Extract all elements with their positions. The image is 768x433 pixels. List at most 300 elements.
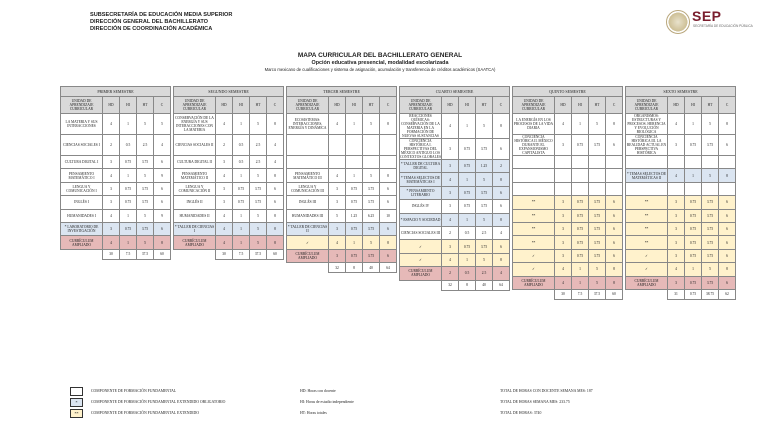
col-header-uac: UNIDAD DE APRENDIZAJE CURRICULAR xyxy=(400,97,442,114)
legend-swatch xyxy=(70,387,83,396)
hours-cell: 8 xyxy=(606,276,623,289)
hours-cell: 3.75 xyxy=(702,135,719,156)
subject-name: CULTURA DIGITAL II xyxy=(174,156,216,169)
hours-cell: 6 xyxy=(719,222,736,235)
hours-cell xyxy=(329,156,346,169)
hours-cell: 1 xyxy=(120,114,137,135)
totals-row xyxy=(626,289,736,299)
hours-cell: 3.75 xyxy=(702,249,719,262)
hours-cell: 0.75 xyxy=(459,160,476,173)
subject-name: * ESPACIO Y SOCIEDAD xyxy=(400,213,442,226)
hours-cell: 3.75 xyxy=(250,182,267,195)
hours-cell: 3 xyxy=(555,249,572,262)
hours-cell: 6 xyxy=(154,196,171,209)
hours-cell: 5 xyxy=(476,253,493,266)
table-row xyxy=(626,114,736,135)
hours-cell: 0.75 xyxy=(572,135,589,156)
header-line-3: DIRECCIÓN DE COORDINACIÓN ACADÉMICA xyxy=(90,26,213,32)
hours-cell: 3 xyxy=(555,196,572,209)
col-header-c: C xyxy=(154,97,171,114)
title-subtitle: Opción educativa presencial, modalidad escolarizada xyxy=(311,60,449,66)
subject-name: LA MATERIA Y SUS INTERACCIONES xyxy=(61,114,103,135)
hours-cell xyxy=(572,156,589,169)
total-cell: 60 xyxy=(267,249,284,259)
hours-cell: 1 xyxy=(459,173,476,186)
hours-cell: 3.75 xyxy=(363,222,380,235)
hours-cell: 4 xyxy=(329,236,346,249)
subject-name: HUMANIDADES II xyxy=(174,209,216,222)
hours-cell: 5 xyxy=(363,236,380,249)
subject-name: LENGUA Y COMUNICACIÓN II xyxy=(174,182,216,195)
hours-cell: 3 xyxy=(555,209,572,222)
hours-cell: 8 xyxy=(267,236,284,249)
hours-cell xyxy=(606,156,623,169)
hours-cell: 1.25 xyxy=(476,160,493,173)
hours-cell: 8 xyxy=(154,236,171,249)
col-header-c: C xyxy=(719,97,736,114)
table-row xyxy=(626,135,736,156)
table-row xyxy=(513,249,623,262)
subject-name: * TALLER DE CULTURA DIGITAL xyxy=(400,160,442,173)
hours-cell: 5 xyxy=(476,114,493,139)
hours-cell: 0.5 xyxy=(459,226,476,239)
total-hours-docente: TOTAL DE HORAS CON DOCENTE SEMANA MES: 187 xyxy=(500,389,593,393)
hours-cell xyxy=(380,156,397,169)
hours-cell: 4 xyxy=(103,169,120,182)
subject-name: * TALLER DE CIENCIAS II xyxy=(287,222,329,235)
table-row xyxy=(174,236,284,249)
hours-cell: 3 xyxy=(216,182,233,195)
hours-cell xyxy=(589,169,606,182)
hours-cell: 1 xyxy=(572,263,589,276)
hours-cell xyxy=(555,182,572,195)
hours-cell: 4 xyxy=(103,114,120,135)
table-row xyxy=(61,156,171,169)
hours-cell: 6 xyxy=(267,182,284,195)
hours-cell: 3 xyxy=(668,209,685,222)
hours-cell: 2 xyxy=(103,135,120,156)
table-row xyxy=(287,182,397,195)
hours-cell: 1 xyxy=(233,169,250,182)
hours-cell: 4 xyxy=(442,114,459,139)
table-row xyxy=(400,160,510,173)
table-row xyxy=(287,236,397,249)
hours-cell: 8 xyxy=(267,114,284,135)
hours-cell: 5 xyxy=(137,169,154,182)
subject-name: ** xyxy=(513,209,555,222)
hours-cell: 8 xyxy=(606,114,623,135)
hours-cell: 4 xyxy=(668,169,685,182)
subject-name: PENSAMIENTO MATEMÁTICO II xyxy=(174,169,216,182)
subject-name: ORGANISMOS: ESTRUCTURAS Y PROCESOS. HERENCIA Y EVOLUCIÓN BIOLÓGICA xyxy=(627,114,666,134)
hours-cell: 2.5 xyxy=(250,135,267,156)
subject-name: LENGUA Y COMUNICACIÓN III xyxy=(287,182,329,195)
col-header-ht: HT xyxy=(250,97,267,114)
semester-5 xyxy=(512,86,623,300)
table-row xyxy=(513,182,623,195)
hours-cell: 4 xyxy=(668,263,685,276)
hours-cell: 3 xyxy=(329,182,346,195)
table-row xyxy=(400,267,510,280)
hours-cell: 3 xyxy=(103,222,120,235)
hours-cell: 0.75 xyxy=(459,139,476,160)
hours-cell: 2 xyxy=(442,267,459,280)
col-header-hd: HD xyxy=(216,97,233,114)
table-row xyxy=(287,114,397,135)
hours-cell: 3 xyxy=(103,182,120,195)
total-cell: 40 xyxy=(363,263,380,273)
subject-name: LA ENERGÍA EN LOS PROCESOS DE LA VIDA DIARIA xyxy=(513,114,555,135)
subject-name: CONCIENCIA HISTÓRICA III. LA REALIDAD ACTUAL EN PERSPECTIVA HISTÓRICA xyxy=(626,135,667,155)
hours-cell: 6 xyxy=(606,135,623,156)
table-row xyxy=(287,169,397,182)
hours-cell: 3 xyxy=(442,240,459,253)
hours-cell xyxy=(668,156,685,169)
hours-cell: 0.75 xyxy=(459,200,476,213)
total-cell: 30 xyxy=(216,249,233,259)
hours-cell: 8 xyxy=(719,169,736,182)
subject-name: ** xyxy=(626,196,668,209)
hours-cell: 3 xyxy=(442,139,459,160)
subject-name: CURRÍCULUM AMPLIADO xyxy=(61,236,103,249)
table-row xyxy=(61,222,171,235)
hours-cell: 8 xyxy=(267,169,284,182)
col-header-uac: UNIDAD DE APRENDIZAJE CURRICULAR xyxy=(61,97,103,114)
subject-name: CURRÍCULUM AMPLIADO xyxy=(400,267,442,280)
total-cell: 30 xyxy=(103,249,120,259)
total-cell: 7.5 xyxy=(572,289,589,299)
hours-cell: 6 xyxy=(719,196,736,209)
subject-name: * TEMAS SELECTOS DE MATEMÁTICAS II xyxy=(626,169,668,182)
hours-cell: 6 xyxy=(719,276,736,289)
hours-cell: 5 xyxy=(137,236,154,249)
table-row xyxy=(513,263,623,276)
col-header-ht: HT xyxy=(702,97,719,114)
hours-cell xyxy=(606,169,623,182)
table-row xyxy=(513,222,623,235)
hours-cell xyxy=(606,182,623,195)
document-title xyxy=(230,52,530,72)
total-hours: TOTAL DE HORAS: 3740 xyxy=(500,411,542,415)
totals-row xyxy=(174,249,284,259)
hours-cell: 5 xyxy=(250,209,267,222)
table-row xyxy=(513,209,623,222)
hours-cell: 3 xyxy=(329,196,346,209)
col-header-hi: HI xyxy=(459,97,476,114)
hours-cell: 2.5 xyxy=(137,135,154,156)
hours-cell: 4 xyxy=(493,226,510,239)
header-line-1: SUBSECRETARÍA DE EDUCACIÓN MEDIA SUPERIOR xyxy=(90,12,233,18)
hours-cell: 8 xyxy=(380,236,397,249)
hours-cell: 6 xyxy=(380,249,397,262)
legend-item xyxy=(70,397,225,408)
hours-cell: 3.75 xyxy=(702,276,719,289)
seal-icon xyxy=(666,10,690,34)
hours-cell: 3 xyxy=(442,186,459,199)
col-header-ht: HT xyxy=(476,97,493,114)
col-header-hi: HI xyxy=(346,97,363,114)
subject-name: * TALLER DE CIENCIAS I xyxy=(174,222,216,235)
table-row xyxy=(513,196,623,209)
subject-name: INGLÉS III xyxy=(287,196,329,209)
hours-cell: 0.75 xyxy=(572,236,589,249)
hours-cell xyxy=(589,182,606,195)
table-row xyxy=(513,135,623,156)
hours-cell: 10 xyxy=(380,209,397,222)
table-row xyxy=(400,139,510,160)
subject-name: ** xyxy=(626,222,668,235)
hours-cell: 2 xyxy=(216,135,233,156)
legend-swatch: ** xyxy=(70,409,83,418)
col-header-uac: UNIDAD DE APRENDIZAJE CURRICULAR xyxy=(287,97,329,114)
subject-name: LENGUA Y COMUNICACIÓN I xyxy=(61,182,103,195)
hours-cell: 2.5 xyxy=(250,156,267,169)
legend-hours xyxy=(300,386,354,419)
hours-cell: 0.75 xyxy=(572,222,589,235)
hours-cell: 6 xyxy=(493,200,510,213)
table-row xyxy=(626,236,736,249)
legend-item xyxy=(70,408,225,419)
hours-cell: 0.75 xyxy=(346,182,363,195)
total-cell: 37.5 xyxy=(589,289,606,299)
subject-name: CONSERVACIÓN DE LA ENERGÍA Y SUS INTERACCIONES CON LA MATERIA xyxy=(174,114,216,135)
semester-4 xyxy=(399,86,510,291)
hours-cell: 3 xyxy=(555,135,572,156)
subject-name: INGLÉS IV xyxy=(400,200,442,213)
hours-cell xyxy=(589,156,606,169)
subject-name: ✓ xyxy=(287,236,329,249)
table-row xyxy=(287,196,397,209)
table-row xyxy=(174,222,284,235)
hours-cell: 1 xyxy=(685,114,702,135)
hours-cell: 0.5 xyxy=(120,135,137,156)
hours-cell: 5 xyxy=(137,114,154,135)
total-cell: 30 xyxy=(555,289,572,299)
hours-cell: 1 xyxy=(346,169,363,182)
col-header-hi: HI xyxy=(572,97,589,114)
table-row xyxy=(174,209,284,222)
semester-title: SEGUNDO SEMESTRE xyxy=(174,87,284,97)
col-header-hd: HD xyxy=(103,97,120,114)
hours-cell: 5 xyxy=(589,276,606,289)
subject-name: ** xyxy=(513,222,555,235)
subject-name: ✓ xyxy=(513,249,555,262)
table-row xyxy=(513,156,623,169)
table-row xyxy=(626,222,736,235)
hours-cell: 6 xyxy=(606,209,623,222)
hours-cell: 0.75 xyxy=(685,222,702,235)
hours-cell: 6.25 xyxy=(363,209,380,222)
hours-cell: 0.75 xyxy=(685,276,702,289)
hours-cell: 6 xyxy=(719,135,736,156)
hours-cell: 0.75 xyxy=(685,209,702,222)
hours-cell: 8 xyxy=(493,173,510,186)
hours-cell: 3.75 xyxy=(250,196,267,209)
subject-name: ✓ xyxy=(400,253,442,266)
total-cell: 32 xyxy=(442,280,459,290)
legend-label: COMPONENTE DE FORMACIÓN FUNDAMENTAL xyxy=(91,389,177,393)
hours-cell: 6 xyxy=(719,236,736,249)
hours-cell: 1.25 xyxy=(346,209,363,222)
table-row xyxy=(61,114,171,135)
hours-cell: 3.75 xyxy=(137,182,154,195)
legend-hd: HD: Horas con docente xyxy=(300,389,336,393)
col-header-c: C xyxy=(606,97,623,114)
hours-cell: 8 xyxy=(719,263,736,276)
hours-cell: 3.75 xyxy=(589,249,606,262)
hours-cell: 0.5 xyxy=(233,156,250,169)
hours-cell: 1 xyxy=(233,236,250,249)
hours-cell: 4 xyxy=(668,114,685,135)
hours-cell: 8 xyxy=(493,213,510,226)
logo-text: SEP xyxy=(692,8,722,24)
subject-name: CONCIENCIA HISTÓRICA I. PERSPECTIVAS DEL MÉXICO ANTIGUO LOS CONTEXTOS GLOBALES xyxy=(400,139,441,159)
hours-cell xyxy=(572,182,589,195)
hours-cell: 1 xyxy=(459,213,476,226)
hours-cell xyxy=(668,182,685,195)
hours-cell: 3.75 xyxy=(589,196,606,209)
hours-cell: 3 xyxy=(555,222,572,235)
hours-cell: 6 xyxy=(380,196,397,209)
subject-name: ✓ xyxy=(400,240,442,253)
hours-cell: 1 xyxy=(233,222,250,235)
hours-cell: 6 xyxy=(154,156,171,169)
hours-cell: 5 xyxy=(702,114,719,135)
table-row xyxy=(400,200,510,213)
total-cell: 40 xyxy=(476,280,493,290)
subject-name: * LABORATORIO DE INVESTIGACIÓN xyxy=(61,222,103,235)
col-header-hi: HI xyxy=(120,97,137,114)
subject-name: CIENCIAS SOCIALES III xyxy=(400,226,442,239)
hours-cell: 1 xyxy=(459,114,476,139)
col-header-uac: UNIDAD DE APRENDIZAJE CURRICULAR xyxy=(513,97,555,114)
subject-name: INGLÉS I xyxy=(61,196,103,209)
subject-name: ** xyxy=(626,209,668,222)
subject-name xyxy=(513,182,555,195)
hours-cell: 0.75 xyxy=(572,196,589,209)
subject-name: CULTURA DIGITAL I xyxy=(61,156,103,169)
col-header-c: C xyxy=(267,97,284,114)
semester-title: QUINTO SEMESTRE xyxy=(513,87,623,97)
subject-name: PENSAMIENTO MATEMÁTICO III xyxy=(287,169,329,182)
hours-cell: 3.75 xyxy=(589,236,606,249)
hours-cell: 3.75 xyxy=(363,249,380,262)
hours-cell: 8 xyxy=(267,209,284,222)
table-row xyxy=(400,213,510,226)
subject-name: HUMANIDADES III xyxy=(287,209,329,222)
hours-cell: 4 xyxy=(216,236,233,249)
hours-cell: 5 xyxy=(476,173,493,186)
hours-cell xyxy=(685,156,702,169)
hours-cell: 3.75 xyxy=(137,222,154,235)
hours-cell: 1 xyxy=(346,114,363,135)
table-row xyxy=(626,182,736,195)
hours-cell: 1 xyxy=(346,236,363,249)
title-framework: Marco mexicano de cualificaciones y sistema de asignación, acumulación y transferencia de créditos académicos (SAATCA) xyxy=(264,67,496,72)
hours-cell: 4 xyxy=(154,135,171,156)
hours-cell: 4 xyxy=(216,114,233,135)
hours-cell: 4 xyxy=(216,209,233,222)
subject-name: REACCIONES QUÍMICAS: CONSERVACIÓN DE LA MATERIA EN LA FORMACIÓN DE NUEVAS SUSTANCIAS xyxy=(401,114,440,138)
totals-row xyxy=(287,263,397,273)
hours-cell: 6 xyxy=(493,186,510,199)
table-row xyxy=(61,169,171,182)
totals-row xyxy=(513,289,623,299)
table-row xyxy=(61,196,171,209)
hours-cell: 3 xyxy=(329,249,346,262)
hours-cell xyxy=(346,156,363,169)
table-row xyxy=(626,263,736,276)
hours-cell: 3.75 xyxy=(363,196,380,209)
subject-name: ✓ xyxy=(626,263,668,276)
subject-name xyxy=(626,156,668,169)
hours-cell: 4 xyxy=(493,267,510,280)
hours-cell: 5 xyxy=(702,263,719,276)
semester-title: PRIMER SEMESTRE xyxy=(61,87,171,97)
hours-cell: 0.75 xyxy=(572,209,589,222)
hours-cell: 0.5 xyxy=(233,135,250,156)
subject-name: CURRÍCULUM AMPLIADO xyxy=(174,236,216,249)
totals-row xyxy=(400,280,510,290)
hours-cell: 3.75 xyxy=(702,222,719,235)
table-row xyxy=(174,156,284,169)
col-header-c: C xyxy=(493,97,510,114)
table-row xyxy=(626,196,736,209)
table-row xyxy=(626,249,736,262)
table-row xyxy=(513,114,623,135)
sep-logo xyxy=(666,8,756,36)
hours-cell: 9 xyxy=(154,169,171,182)
table-row xyxy=(174,135,284,156)
hours-cell: 0.75 xyxy=(233,196,250,209)
table-row xyxy=(174,196,284,209)
hours-cell: 5 xyxy=(589,114,606,135)
legend-item xyxy=(70,386,225,397)
hours-cell: 6 xyxy=(267,196,284,209)
subject-name: CURRÍCULUM AMPLIADO xyxy=(287,249,329,262)
hours-cell: 1 xyxy=(572,114,589,135)
hours-cell: 0.75 xyxy=(120,182,137,195)
table-row xyxy=(400,186,510,199)
hours-cell: 3 xyxy=(103,196,120,209)
table-row xyxy=(61,182,171,195)
title-main: MAPA CURRICULAR DEL BACHILLERATO GENERAL xyxy=(297,52,463,59)
hours-cell: 2 xyxy=(493,160,510,173)
table-row xyxy=(287,222,397,235)
hours-cell: 5 xyxy=(250,236,267,249)
hours-cell: 3 xyxy=(103,156,120,169)
hours-cell: 6 xyxy=(380,222,397,235)
hours-cell: 5 xyxy=(137,209,154,222)
hours-cell xyxy=(380,135,397,156)
col-header-ht: HT xyxy=(589,97,606,114)
col-header-hd: HD xyxy=(555,97,572,114)
table-row xyxy=(400,253,510,266)
hours-cell: 3.75 xyxy=(702,209,719,222)
legend-label: COMPONENTE DE FORMACIÓN FUNDAMENTAL EXTENDIDO xyxy=(91,411,199,415)
subject-name: ✓ xyxy=(513,263,555,276)
hours-cell: 5 xyxy=(589,263,606,276)
hours-cell xyxy=(555,156,572,169)
hours-cell: 4 xyxy=(555,263,572,276)
total-cell: 60 xyxy=(154,249,171,259)
subject-name: ✓ xyxy=(626,249,668,262)
hours-cell xyxy=(329,135,346,156)
col-header-ht: HT xyxy=(137,97,154,114)
subject-name: CURRÍCULUM AMPLIADO xyxy=(513,276,555,289)
table-row xyxy=(626,169,736,182)
hours-cell xyxy=(719,156,736,169)
